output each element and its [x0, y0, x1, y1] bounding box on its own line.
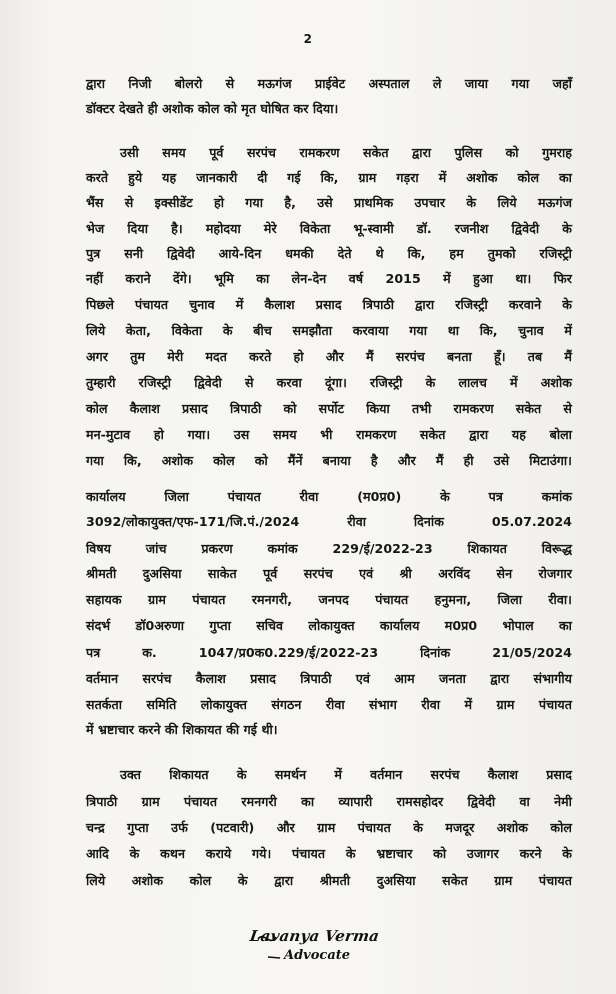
- text-line: द्वारा निजी बोलरो से मऊगंज प्राईवेट अस्पताल ले जाया गया जहाँ: [86, 76, 572, 91]
- text-line: कोल कैलाश प्रसाद त्रिपाठी को सर्पोट किया तभी रामकरण सकेत से: [86, 401, 572, 416]
- text-line: लिये अशोक कोल के द्वारा श्रीमती दुअसिया सकेत ग्राम पंचायत: [86, 873, 572, 888]
- text-line: मन-मुटाव हो गया। उस समय भी रामकरण सकेत द्वारा यह बोला: [86, 427, 572, 442]
- text-line: भेज दिया है। महोदया मेरे विकेता भू-स्वामी डॉ. रजनीश द्विवेदी के: [86, 221, 572, 236]
- text-line: चन्द्र गुप्ता उर्फ (पटवारी) और ग्राम पंचायत के मजदूर अशोक कोल: [86, 820, 572, 835]
- text-line: पुत्र सनी द्विवेदी आये-दिन धमकी देते थे कि, हम तुमको रजिस्ट्री: [86, 246, 572, 261]
- text-line: त्रिपाठी ग्राम पंचायत रमनगरी का व्यापारी रामसहोदर द्विवेदी वा नेमी: [86, 794, 572, 809]
- text-line: में भ्रष्टाचार करने की शिकायत की गई थी।: [86, 722, 278, 737]
- text-line: विषय जांच प्रकरण कमांक 229/ई/2022-23 शिकायत विरूद्ध: [86, 541, 572, 556]
- text-line: श्रीमती दुअसिया साकेत पूर्व सरपंच एवं श्री अरविंद सेन रोजगार: [86, 566, 572, 581]
- text-line: संदर्भ डॉ0अरुणा गुप्ता सचिव लोकायुक्त कार्यालय म0प्र0 भोपाल का: [86, 618, 572, 633]
- text-line: पत्र क. 1047/प्र0क0.229/ई/2022-23 दिनांक 21/05/2024: [86, 645, 572, 660]
- text-line: वर्तमान सरपंच कैलाश प्रसाद त्रिपाठी एवं आम जनता द्वारा संभागीय: [86, 671, 572, 686]
- text-line: लिये केता, विकेता के बीच समझौता करवाया गया था कि, चुनाव में: [86, 323, 572, 338]
- text-line: अगर तुम मेरी मदत करते हो और मैं सरपंच बनता हूँ। तब मैं: [86, 349, 572, 364]
- text-line: पिछले पंचायत चुनाव में कैलाश प्रसाद त्रिपाठी द्वारा रजिस्ट्री करवाने के: [86, 297, 572, 312]
- text-line: उसी समय पूर्व सरपंच रामकरण सकेत द्वारा पुलिस को गुमराह: [120, 145, 572, 160]
- page-number: 2: [303, 32, 313, 46]
- text-line: तुम्हारी रजिस्ट्री द्विवेदी से करवा दूंगा। रजिस्ट्री के लालच में अशोक: [86, 375, 572, 390]
- advocate-signature-stamp: [250, 927, 390, 971]
- text-line: 3092/लोकायुक्त/एफ-171/जि.पं./2024 रीवा दिनांक 05.07.2024: [86, 514, 572, 529]
- text-line: सहायक ग्राम पंचायत रमनगरी, जनपद पंचायत हनुमना, जिला रीवा।: [86, 592, 572, 607]
- text-line: आदि के कथन कराये गये। पंचायत के भ्रष्टाचार को उजागर करने के: [86, 846, 572, 861]
- text-line: डॉक्टर देखते ही अशोक कोल को मृत घोषित कर दिया।: [86, 101, 339, 116]
- text-line: उक्त शिकायत के समर्थन में वर्तमान सरपंच कैलाश प्रसाद: [120, 767, 572, 782]
- signature-name: Lavanya Verma: [248, 927, 381, 945]
- signature-title: Advocate: [284, 948, 351, 963]
- text-line: करते हुये यह जानकारी दी गई कि, ग्राम गड़रा में अशोक कोल का: [86, 170, 572, 185]
- text-line: नहीं कराने देंगे। भूमि का लेन-देन वर्ष 2015 में हुआ था। फिर: [86, 271, 572, 286]
- text-line: भैंस से इक्सीडेंट हो गया है, उसे प्राथमिक उपचार के लिये मऊगंज: [86, 195, 572, 210]
- text-line: गया कि, अशोक कोल को मैंनें बनाया है और मैं ही उसे मिटाउंगा।: [86, 453, 572, 468]
- text-line: सतर्कता समिति लोकायुक्त संगठन रीवा संभाग रीवा में ग्राम पंचायत: [86, 697, 572, 712]
- text-line: कार्यालय जिला पंचायत रीवा (म0प्र0) के पत्र कमांक: [86, 489, 572, 504]
